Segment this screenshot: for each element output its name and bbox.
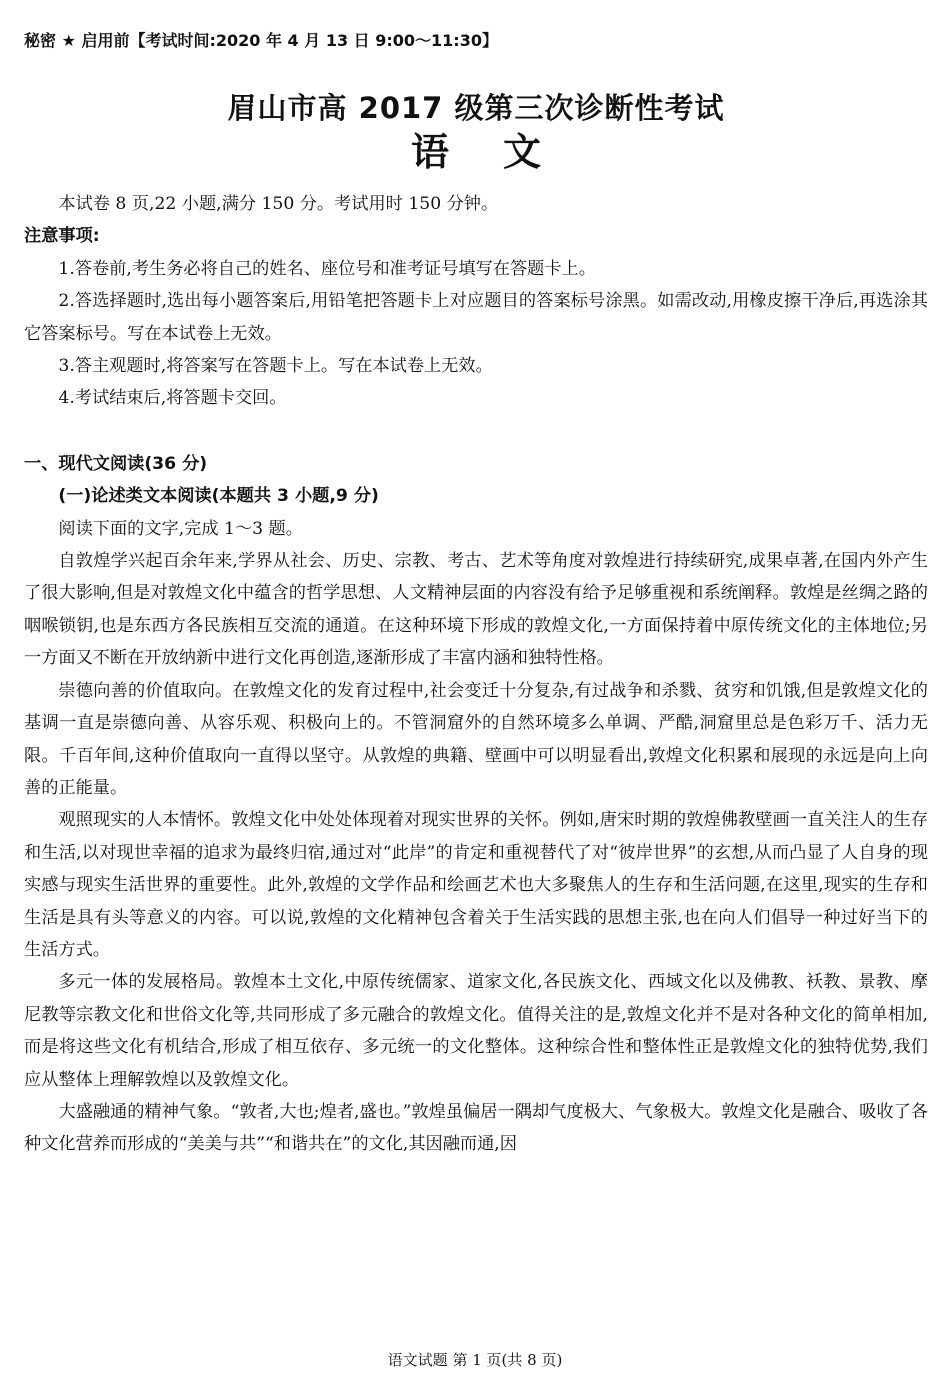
section-heading: 一、现代文阅读(36 分) [24,453,208,474]
note-item-2: 2.答选择题时,选出每小题答案后,用铅笔把答题卡上对应题目的答案标号涂黑。如需改动,用橡皮擦干净后,再选涂其它答案标号。写在本试卷上无效。 [24,291,928,344]
reading-instruction: 阅读下面的文字,完成 1～3 题。 [58,518,303,539]
exam-intro: 本试卷 8 页,22 小题,满分 150 分。考试用时 150 分钟。 [58,194,499,214]
passage-paragraph-3: 观照现实的人本情怀。敦煌文化中处处体现着对现实世界的关怀。例如,唐宋时期的敦煌佛教壁画一直关注人的生存和生活,以对现世幸福的追求为最终归宿,通过对“此岸”的肯定和重视替代了对“彼岸世界”的玄想,从而凸显了人自身的现实感与现实生活世界的重要性。此外,敦煌的文学作品和绘画艺术也大多聚焦人的生存和生活问题,在这里,现实的生存和生活是具有头等意义的内容。可以说,敦煌的文化精神包含着关于生活实践的思想主张,也在向人们倡导一种过好当下的生活方式。 [24,810,928,960]
exam-title: 眉山市高 2017 级第三次诊断性考试 [227,91,725,125]
exam-page [24,30,928,1161]
confidential-exam-time-line: 秘密 ★ 启用前【考试时间:2020 年 4 月 13 日 9:00～11:30】 [24,31,498,50]
passage-paragraph-5: 大盛融通的精神气象。“敦者,大也;煌者,盛也。”敦煌虽偏居一隅却气度极大、气象极大。敦煌文化是融合、吸收了各种文化营养而形成的“美美与共”“和谐共在”的文化,其因融而通,因 [24,1101,928,1155]
page-footer: 语文试题 第 1 页(共 8 页) [387,1351,563,1369]
subject-title: 语文 [410,130,595,174]
note-item-3: 3.答主观题时,将答案写在答题卡上。写在本试卷上无效。 [58,356,493,377]
passage-paragraph-4: 多元一体的发展格局。敦煌本土文化,中原传统儒家、道家文化,各民族文化、西域文化以及佛教、袄教、景教、摩尼教等宗教文化和世俗文化等,共同形成了多元融合的敦煌文化。值得关注的是,敦煌文化并不是对各种文化的简单相加,而是将这些文化有机结合,形成了相互依存、多元统一的文化整体。这种综合性和整体性正是敦煌文化的独特优势,我们应从整体上理解敦煌以及敦煌文化。 [24,972,928,1090]
note-item-4: 4.考试结束后,将答题卡交回。 [58,388,287,409]
passage-paragraph-1: 自敦煌学兴起百余年来,学界从社会、历史、宗教、考古、艺术等角度对敦煌进行持续研究,成果卓著,在国内外产生了很大影响,但是对敦煌文化中蕴含的哲学思想、人文精神层面的内容没有给予足够重视和系统阐释。敦煌是丝绸之路的咽喉锁钥,也是东西方各民族相互交流的通道。在这种环境下形成的敦煌文化,一方面保持着中原传统文化的主体地位;另一方面又不断在开放纳新中进行文化再创造,逐渐形成了丰富内涵和独特性格。 [24,551,928,669]
passage-paragraph-2: 崇德向善的价值取向。在敦煌文化的发育过程中,社会变迁十分复杂,有过战争和杀戮、贫穷和饥饿,但是敦煌文化的基调一直是崇德向善、从容乐观、积极向上的。不管洞窟外的自然环境多么单调、严酷,洞窟里总是色彩万千、活力无限。千百年间,这种价值取向一直得以坚守。从敦煌的典籍、壁画中可以明显看出,敦煌文化积累和展现的永远是向上向善的正能量。 [24,680,928,798]
notes-heading: 注意事项: [24,226,100,247]
subsection-heading: (一)论述类文本阅读(本题共 3 小题,9 分) [58,486,379,507]
note-item-1: 1.答卷前,考生务必将自己的姓名、座位号和准考证号填写在答题卡上。 [58,258,596,279]
